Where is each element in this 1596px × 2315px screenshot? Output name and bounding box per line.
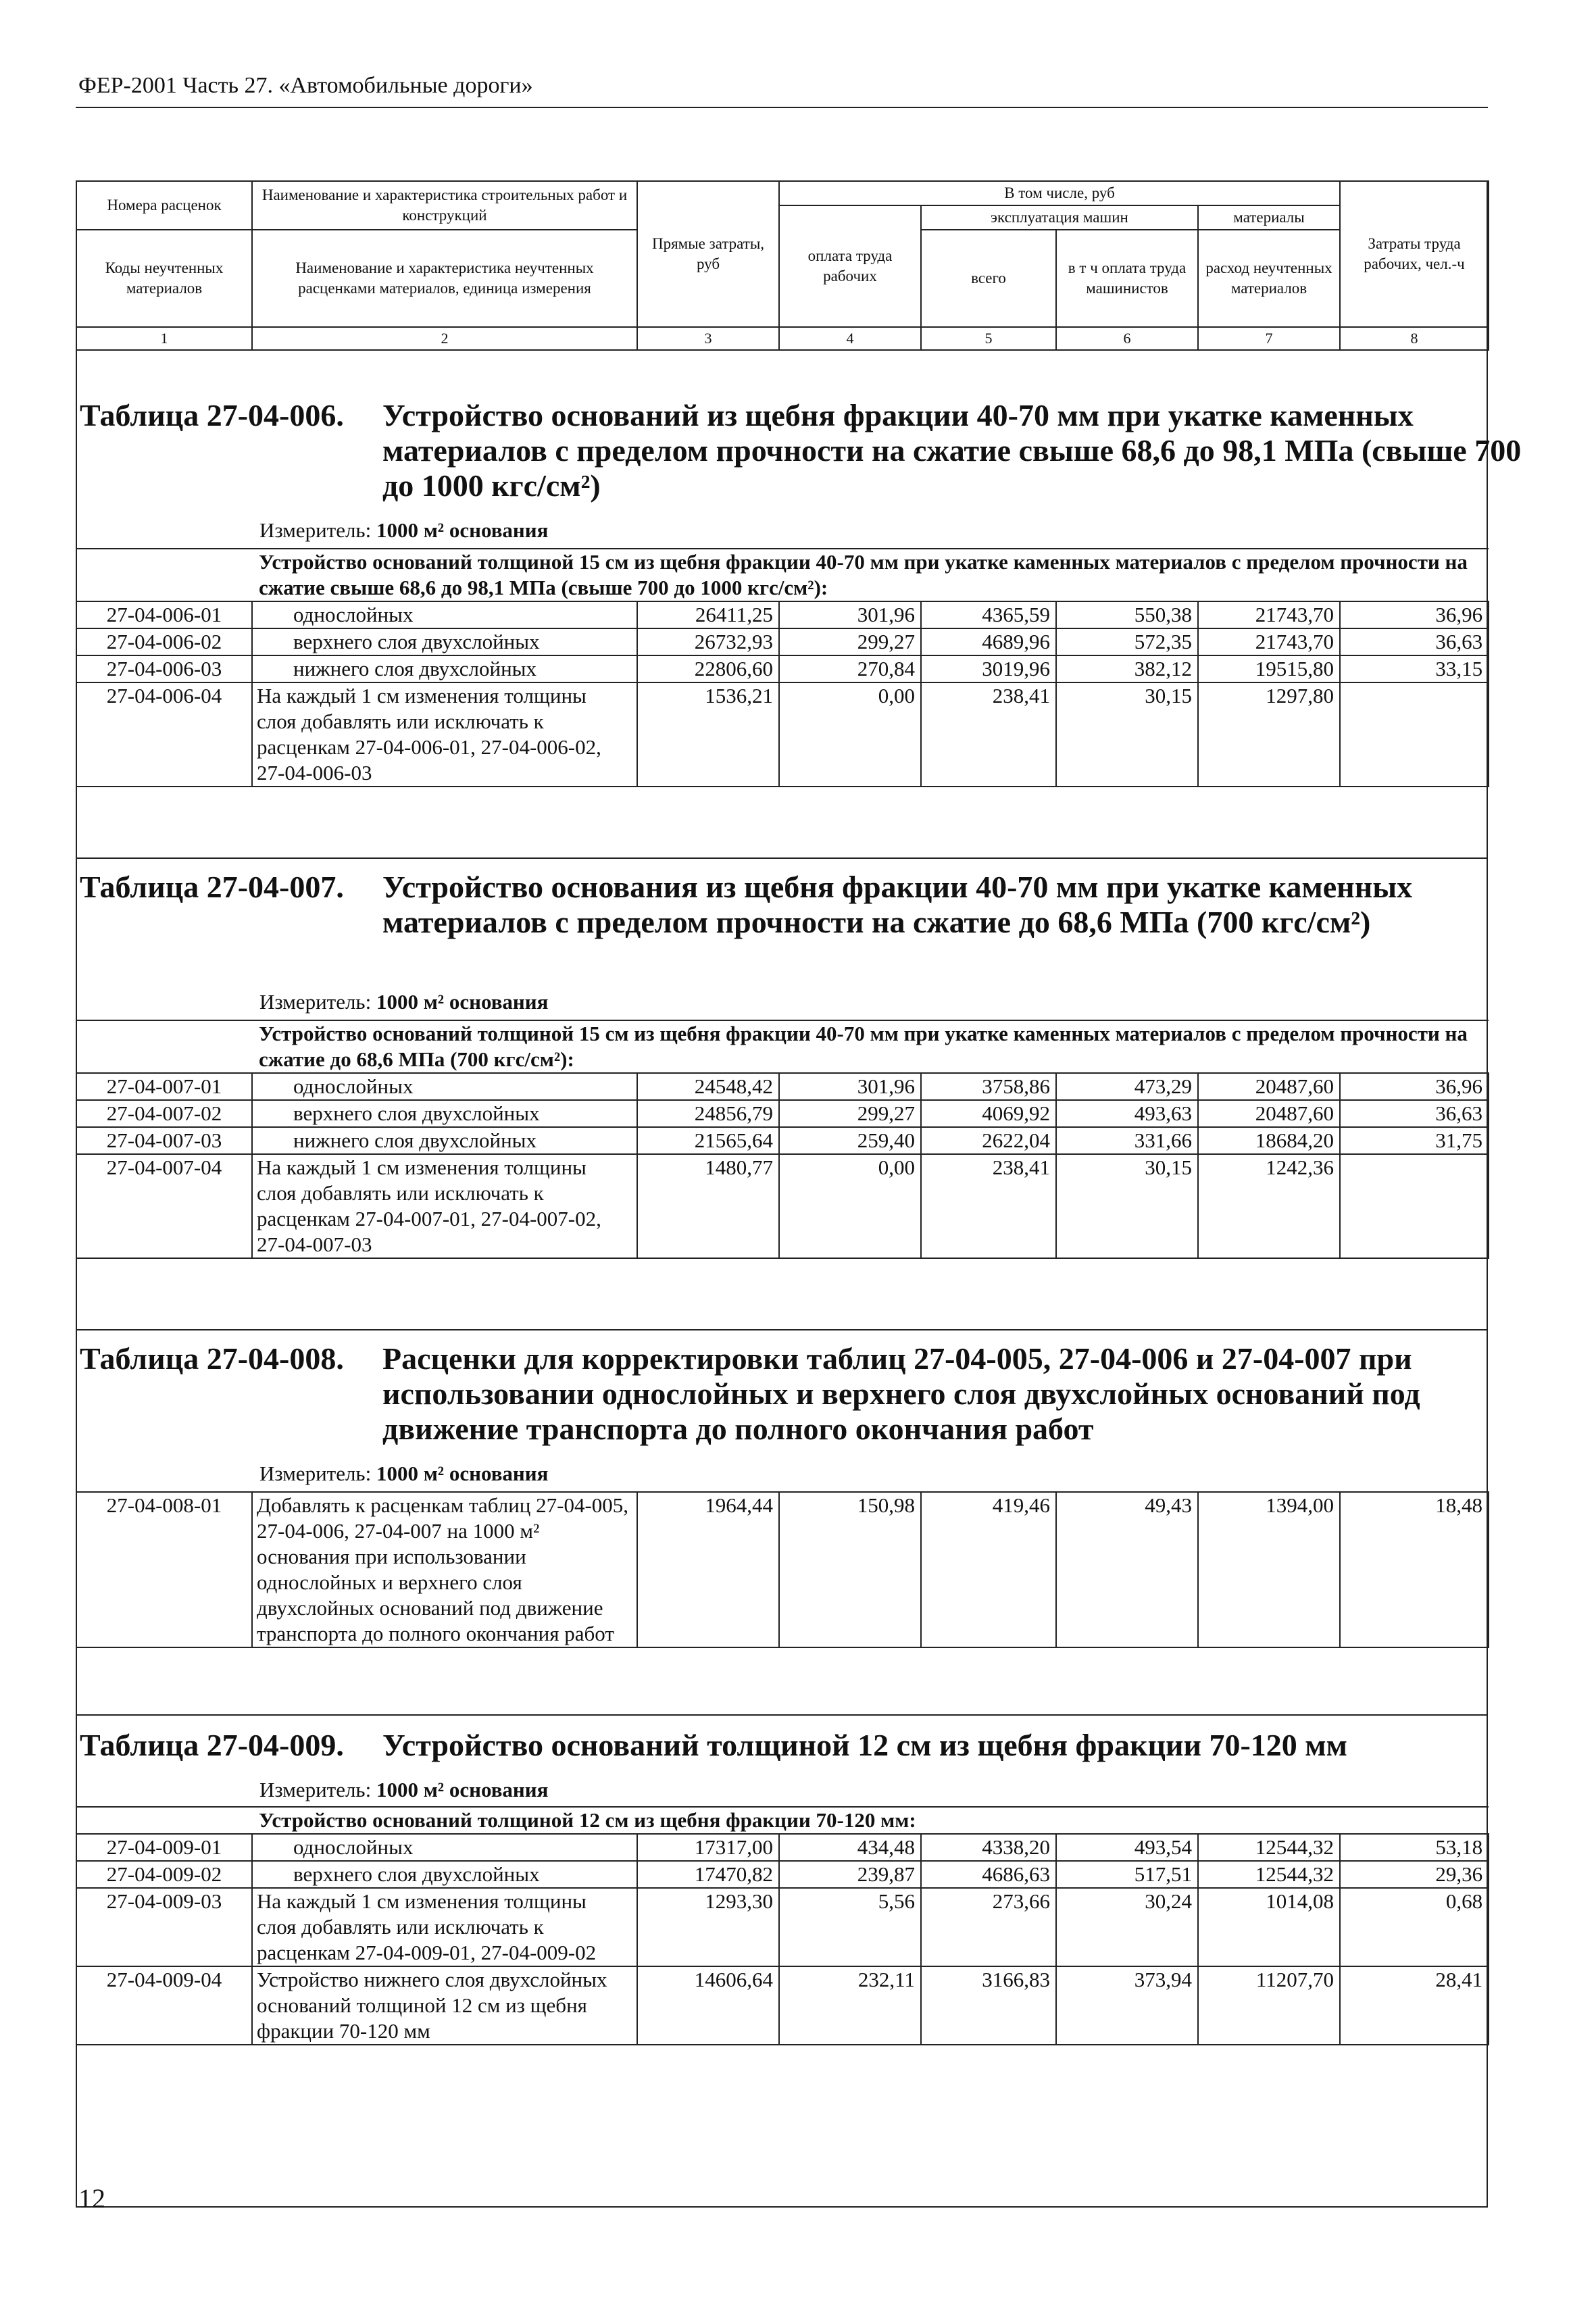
materials: 1394,00 (1198, 1492, 1340, 1647)
wages: 301,96 (779, 1073, 921, 1100)
table-caption: Устройство основания из щебня фракции 40-70 мм при укатке каменных материалов с пределом прочности на сжатие до 68,6 МПа (700 кгс/см²) (382, 870, 1413, 939)
machines-total: 4686,63 (921, 1861, 1056, 1888)
table-row (76, 1100, 1489, 1127)
col2-bottom: Наименование и характеристика неучтенных расценками материалов, единица измерения (252, 230, 637, 327)
col-number: 6 (1056, 327, 1198, 350)
col-number: 4 (779, 327, 921, 350)
table-caption: Устройство оснований толщиной 12 см из щебня фракции 70-120 мм (382, 1728, 1347, 1762)
rates-table (76, 1491, 1489, 1648)
labor-hours: 36,96 (1340, 1073, 1489, 1100)
meter-label: Измеритель: (259, 1778, 372, 1801)
work-name: нижнего слоя двухслойных (252, 1127, 637, 1154)
col-number: 2 (252, 327, 637, 350)
col-number: 5 (921, 327, 1056, 350)
labor-hours: 29,36 (1340, 1861, 1489, 1888)
rate-code: 27-04-006-02 (76, 628, 252, 655)
page-header: ФЕР-2001 Часть 27. «Автомобильные дороги» (78, 73, 533, 98)
labor-hours: 28,41 (1340, 1966, 1489, 2045)
rate-code: 27-04-008-01 (76, 1492, 252, 1647)
labor-hours: 53,18 (1340, 1834, 1489, 1861)
machinist-wages: 493,63 (1056, 1100, 1198, 1127)
table-row (76, 1861, 1489, 1888)
col6-machinist-wages: в т ч оплата труда машинистов (1056, 230, 1198, 327)
materials: 19515,80 (1198, 655, 1340, 682)
direct-costs: 14606,64 (637, 1966, 779, 2045)
machines-total: 3019,96 (921, 655, 1056, 682)
work-name: верхнего слоя двухслойных (252, 1861, 637, 1888)
wages: 0,00 (779, 682, 921, 787)
table-row (76, 682, 1489, 787)
wages: 0,00 (779, 1154, 921, 1258)
work-name: Устройство нижнего слоя двухслойных оснований толщиной 12 см из щебня фракции 70-120 мм (252, 1966, 637, 2045)
price-table-frame (76, 180, 1522, 2208)
meter (259, 518, 548, 543)
table-number: Таблица 27-04-009. (80, 1728, 344, 1762)
table-row (76, 1834, 1489, 1861)
machines-total: 238,41 (921, 1154, 1056, 1258)
machines-header: эксплуатация машин (921, 205, 1198, 230)
labor-hours: 31,75 (1340, 1127, 1489, 1154)
table-row (76, 655, 1489, 682)
machines-total: 2622,04 (921, 1127, 1056, 1154)
col1-bottom: Коды неучтенных материалов (76, 230, 252, 327)
materials: 11207,70 (1198, 1966, 1340, 2045)
machinist-wages: 49,43 (1056, 1492, 1198, 1647)
meter (259, 1778, 548, 1802)
table-caption: Устройство оснований из щебня фракции 40-70 мм при укатке каменных материалов с пределом прочности на сжатие свыше 68,6 до 98,1 МПа (свыше 700 до 1000 кгс/см²) (382, 398, 1522, 503)
materials: 12544,32 (1198, 1861, 1340, 1888)
rate-code: 27-04-006-03 (76, 655, 252, 682)
direct-costs: 17470,82 (637, 1861, 779, 1888)
wages: 239,87 (779, 1861, 921, 1888)
work-name: однослойных (252, 1834, 637, 1861)
section-divider (77, 857, 1487, 859)
col-number: 7 (1198, 327, 1340, 350)
work-name: На каждый 1 см изменения толщины слоя добавлять или исключать к расценкам 27-04-009-01, 27-04-009-02 (252, 1888, 637, 1966)
direct-costs: 22806,60 (637, 655, 779, 682)
wages: 232,11 (779, 1966, 921, 2045)
direct-costs: 17317,00 (637, 1834, 779, 1861)
table-row (76, 628, 1489, 655)
machinist-wages: 373,94 (1056, 1966, 1198, 2045)
wages: 434,48 (779, 1834, 921, 1861)
rate-code: 27-04-006-01 (76, 601, 252, 628)
materials: 18684,20 (1198, 1127, 1340, 1154)
rate-code: 27-04-009-03 (76, 1888, 252, 1966)
machinist-wages: 30,24 (1056, 1888, 1198, 1966)
rates-table (76, 548, 1489, 787)
machinist-wages: 331,66 (1056, 1127, 1198, 1154)
materials: 20487,60 (1198, 1100, 1340, 1127)
direct-costs: 24548,42 (637, 1073, 779, 1100)
col4-wages: оплата труда рабочих (779, 205, 921, 327)
machines-total: 4338,20 (921, 1834, 1056, 1861)
table-number: Таблица 27-04-006. (80, 398, 344, 432)
meter-label: Измеритель: (259, 518, 372, 542)
materials: 20487,60 (1198, 1073, 1340, 1100)
page-number: 12 (78, 2183, 105, 2214)
direct-costs: 21565,64 (637, 1127, 779, 1154)
wages: 301,96 (779, 601, 921, 628)
table-number: Таблица 27-04-007. (80, 870, 344, 904)
column-header (76, 180, 1489, 351)
table-row (76, 1492, 1489, 1647)
work-name: однослойных (252, 1073, 637, 1100)
wages: 150,98 (779, 1492, 921, 1647)
labor-hours: 36,63 (1340, 1100, 1489, 1127)
col3-direct-costs: Прямые затраты, руб (637, 181, 779, 327)
wages: 299,27 (779, 1100, 921, 1127)
work-name: верхнего слоя двухслойных (252, 1100, 637, 1127)
direct-costs: 24856,79 (637, 1100, 779, 1127)
machines-total: 3166,83 (921, 1966, 1056, 2045)
labor-hours: 0,68 (1340, 1888, 1489, 1966)
rate-code: 27-04-007-04 (76, 1154, 252, 1258)
work-name: На каждый 1 см изменения толщины слоя добавлять или исключать к расценкам 27-04-006-01, 27-04-006-02, 27-04-006-03 (252, 682, 637, 787)
machinist-wages: 550,38 (1056, 601, 1198, 628)
col-number: 3 (637, 327, 779, 350)
section-description: Устройство оснований толщиной 15 см из щебня фракции 40-70 мм при укатке каменных материалов с пределом прочности на сжатие свыше 68,6 до 98,1 МПа (свыше 700 до 1000 кгс/см²): (252, 549, 1489, 601)
wages: 299,27 (779, 628, 921, 655)
rate-code: 27-04-009-01 (76, 1834, 252, 1861)
rate-code: 27-04-009-02 (76, 1861, 252, 1888)
table-caption: Расценки для корректировки таблиц 27-04-005, 27-04-006 и 27-04-007 при использовании однослойных и верхнего слоя двухслойных оснований под движение транспорта до полного окончания работ (382, 1341, 1420, 1446)
table-number: Таблица 27-04-008. (80, 1341, 344, 1376)
table-row (76, 601, 1489, 628)
direct-costs: 26732,93 (637, 628, 779, 655)
machines-total: 3758,86 (921, 1073, 1056, 1100)
materials: 1297,80 (1198, 682, 1340, 787)
rate-code: 27-04-007-03 (76, 1127, 252, 1154)
machinist-wages: 493,54 (1056, 1834, 1198, 1861)
labor-hours: 36,63 (1340, 628, 1489, 655)
section-divider (77, 1714, 1487, 1716)
machinist-wages: 517,51 (1056, 1861, 1198, 1888)
machinist-wages: 30,15 (1056, 1154, 1198, 1258)
work-name: однослойных (252, 601, 637, 628)
col2-top: Наименование и характеристика строительных работ и конструкций (252, 181, 637, 230)
col-number: 8 (1340, 327, 1489, 350)
machines-total: 4069,92 (921, 1100, 1056, 1127)
labor-hours: 36,96 (1340, 601, 1489, 628)
work-name: На каждый 1 см изменения толщины слоя добавлять или исключать к расценкам 27-04-007-01, 27-04-007-02, 27-04-007-03 (252, 1154, 637, 1258)
table-row (76, 1073, 1489, 1100)
table-row (76, 1127, 1489, 1154)
machinist-wages: 473,29 (1056, 1073, 1198, 1100)
col8-labor-hours: Затраты труда рабочих, чел.-ч (1340, 181, 1489, 327)
machines-total: 4365,59 (921, 601, 1056, 628)
rate-code: 27-04-007-01 (76, 1073, 252, 1100)
table-row (76, 1154, 1489, 1258)
machinist-wages: 382,12 (1056, 655, 1198, 682)
meter-value: 1000 м² основания (376, 1462, 549, 1485)
meter-value: 1000 м² основания (376, 1778, 549, 1801)
section-description: Устройство оснований толщиной 15 см из щебня фракции 40-70 мм при укатке каменных материалов с пределом прочности на сжатие до 68,6 МПа (700 кгс/см²): (252, 1020, 1489, 1073)
meter-value: 1000 м² основания (376, 990, 549, 1014)
section-divider (77, 1329, 1487, 1330)
work-name: нижнего слоя двухслойных (252, 655, 637, 682)
labor-hours: 33,15 (1340, 655, 1489, 682)
table-row (76, 1888, 1489, 1966)
machinist-wages: 572,35 (1056, 628, 1198, 655)
machines-total: 238,41 (921, 682, 1056, 787)
rate-code: 27-04-006-04 (76, 682, 252, 787)
col1-top: Номера расценок (76, 181, 252, 230)
table-row (76, 1966, 1489, 2045)
work-name: верхнего слоя двухслойных (252, 628, 637, 655)
meter (259, 990, 548, 1014)
labor-hours: 18,48 (1340, 1492, 1489, 1647)
meter-label: Измеритель: (259, 1462, 372, 1485)
materials: 12544,32 (1198, 1834, 1340, 1861)
work-name: Добавлять к расценкам таблиц 27-04-005, 27-04-006, 27-04-007 на 1000 м² основания при использовании однослойных и верхнего слоя двухслойных оснований под движение транспорта до полного окончания работ (252, 1492, 637, 1647)
rate-code: 27-04-009-04 (76, 1966, 252, 2045)
col7-materials: расход неучтенных материалов (1198, 230, 1340, 327)
direct-costs: 1480,77 (637, 1154, 779, 1258)
header-rule (76, 107, 1488, 108)
wages: 259,40 (779, 1127, 921, 1154)
machinist-wages: 30,15 (1056, 682, 1198, 787)
materials: 21743,70 (1198, 601, 1340, 628)
machines-total: 419,46 (921, 1492, 1056, 1647)
wages: 270,84 (779, 655, 921, 682)
direct-costs: 1293,30 (637, 1888, 779, 1966)
in-that-header: В том числе, руб (779, 181, 1340, 205)
rates-table (76, 1806, 1489, 2045)
rate-code: 27-04-007-02 (76, 1100, 252, 1127)
direct-costs: 1536,21 (637, 682, 779, 787)
machines-total: 273,66 (921, 1888, 1056, 1966)
wages: 5,56 (779, 1888, 921, 1966)
rates-table (76, 1020, 1489, 1259)
meter-label: Измеритель: (259, 990, 372, 1014)
materials-header: материалы (1198, 205, 1340, 230)
materials: 21743,70 (1198, 628, 1340, 655)
materials: 1242,36 (1198, 1154, 1340, 1258)
machines-total: 4689,96 (921, 628, 1056, 655)
section-description: Устройство оснований толщиной 12 см из щебня фракции 70-120 мм: (252, 1807, 1489, 1834)
direct-costs: 1964,44 (637, 1492, 779, 1647)
direct-costs: 26411,25 (637, 601, 779, 628)
labor-hours (1340, 1154, 1489, 1258)
meter (259, 1462, 548, 1486)
col5-total: всего (921, 230, 1056, 327)
labor-hours (1340, 682, 1489, 787)
materials: 1014,08 (1198, 1888, 1340, 1966)
meter-value: 1000 м² основания (376, 518, 549, 542)
col-number: 1 (76, 327, 252, 350)
